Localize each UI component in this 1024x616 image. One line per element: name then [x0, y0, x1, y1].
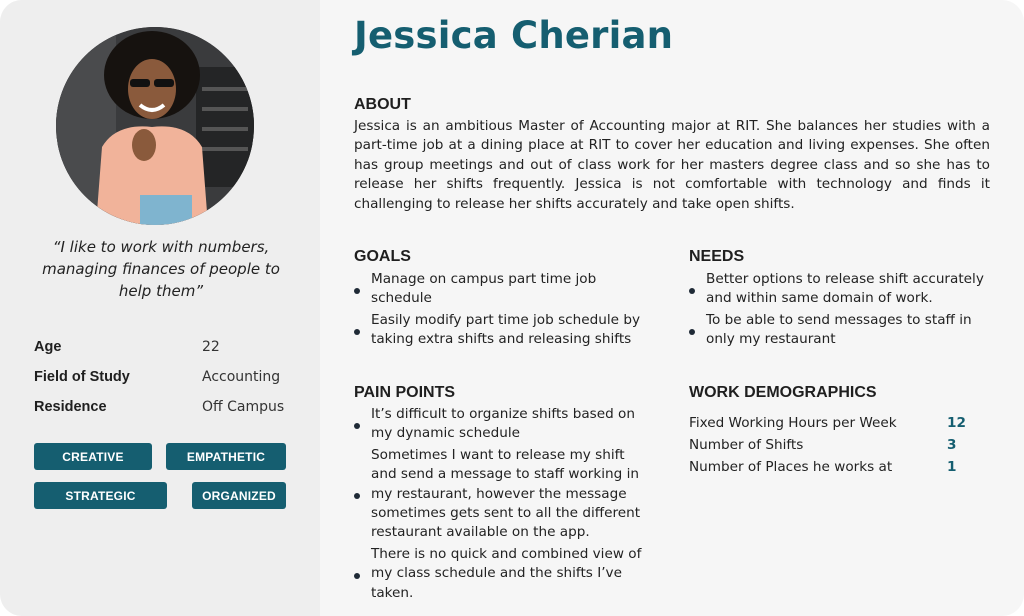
bullet-icon	[354, 288, 360, 294]
tag-creative: CREATIVE	[34, 443, 152, 470]
detail-label: Residence	[34, 399, 107, 415]
pain-points-heading: PAIN POINTS	[354, 384, 456, 401]
demographics-label: Number of Places he works at	[689, 459, 893, 475]
bullet-icon	[354, 329, 360, 335]
bullet-icon	[354, 423, 360, 429]
list-item: There is no quick and combined view of my class schedule and the shifts I’ve taken.	[354, 545, 654, 603]
bullet-icon	[354, 573, 360, 579]
needs-heading: NEEDS	[689, 248, 745, 265]
list-item: To be able to send messages to staff in only my restaurant	[689, 311, 989, 350]
demographics-value: 1	[947, 459, 957, 475]
detail-value: Off Campus	[202, 399, 285, 415]
demographics-label: Fixed Working Hours per Week	[689, 415, 897, 431]
bullet-icon	[354, 493, 360, 499]
tag-strategic: STRATEGIC	[34, 482, 167, 509]
profile-photo	[56, 27, 254, 225]
persona-name: Jessica Cherian	[354, 14, 674, 57]
bullet-icon	[689, 329, 695, 335]
list-item: Better options to release shift accurately and within same domain of work.	[689, 270, 989, 309]
detail-value: Accounting	[202, 369, 281, 385]
list-item: It’s difficult to organize shifts based on my dynamic schedule	[354, 405, 654, 444]
goals-list	[354, 270, 654, 352]
about-text: Jessica is an ambitious Master of Accounting major at RIT. She balances her studies with a part-time job at a dining place at RIT to cover her education and living expenses. She often has group meetings and out of class work for her masters degree class and so she has to release her shifts frequently. Jessica is not comfortable with technology and finds it challenging to release her shifts accurately and take open shifts.	[354, 118, 990, 212]
about-heading: ABOUT	[354, 96, 411, 113]
bullet-icon	[689, 288, 695, 294]
detail-label: Age	[34, 339, 62, 355]
list-item: Sometimes I want to release my shift and send a message to staff working in my restaurant, however the message sometimes gets sent to all the different restaurant available on the app.	[354, 446, 654, 543]
tag-empathetic: EMPATHETIC	[166, 443, 286, 470]
list-item: Easily modify part time job schedule by taking extra shifts and releasing shifts	[354, 311, 654, 350]
goals-heading: GOALS	[354, 248, 411, 265]
detail-label: Field of Study	[34, 369, 130, 385]
demographics-label: Number of Shifts	[689, 437, 804, 453]
pain-points-list	[354, 405, 654, 605]
profile-panel	[0, 0, 320, 616]
detail-value: 22	[202, 339, 220, 355]
demographics-value: 12	[947, 415, 966, 431]
work-demographics-heading: WORK DEMOGRAPHICS	[689, 384, 877, 401]
content-panel	[320, 0, 1024, 616]
profile-photo-illustration	[56, 27, 254, 225]
needs-list	[689, 270, 989, 352]
tag-organized: ORGANIZED	[192, 482, 286, 509]
demographics-value: 3	[947, 437, 957, 453]
list-item: Manage on campus part time job schedule	[354, 270, 654, 309]
persona-quote: “I like to work with numbers, managing finances of people to help them”	[42, 238, 280, 300]
